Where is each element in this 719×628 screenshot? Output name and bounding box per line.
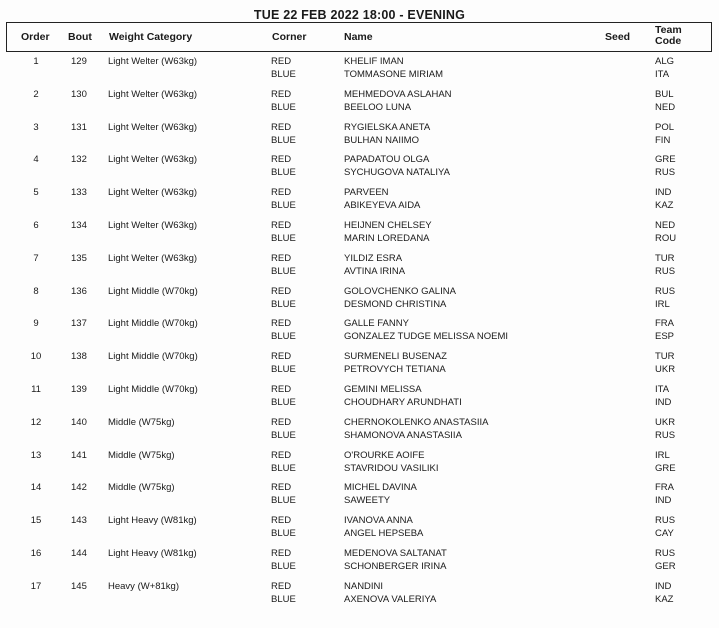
header-seed: Seed xyxy=(605,31,631,43)
corner-red: RED xyxy=(271,252,292,264)
table-row xyxy=(0,347,719,377)
bout-number: 129 xyxy=(71,56,87,67)
bout-number: 144 xyxy=(71,548,87,559)
weight-category: Light Welter (W63kg) xyxy=(108,121,198,133)
weight-category: Light Middle (W70kg) xyxy=(108,285,198,297)
corner-red: RED xyxy=(271,187,292,199)
bout-order: 10 xyxy=(30,351,42,363)
team-code-blue: CAY xyxy=(655,528,674,540)
team-code-blue: RUS xyxy=(655,265,676,277)
bout-number: 130 xyxy=(71,88,87,100)
team-code-blue: ESP xyxy=(655,331,675,343)
boxer-name-blue: STAVRIDOU VASILIKI xyxy=(344,462,439,474)
bout-number: 138 xyxy=(71,351,87,363)
team-code-red: POL xyxy=(655,121,675,133)
corner-red: RED xyxy=(271,548,292,559)
team-code-red: RUS xyxy=(655,548,676,559)
bout-number: 133 xyxy=(71,187,87,199)
table-row xyxy=(0,52,719,82)
bout-number: 131 xyxy=(71,121,87,133)
team-code-blue: ROU xyxy=(655,233,677,244)
header-corner: Corner xyxy=(272,31,307,43)
weight-category: Light Welter (W63kg) xyxy=(108,220,198,231)
bout-order: 2 xyxy=(33,88,39,100)
bout-order: 17 xyxy=(30,580,42,592)
bout-number: 140 xyxy=(71,416,87,428)
bout-order: 7 xyxy=(33,252,39,264)
team-code-blue: ITA xyxy=(655,69,670,80)
corner-blue: BLUE xyxy=(271,265,296,277)
boxer-name-blue: BULHAN NAIIMO xyxy=(344,134,419,146)
boxer-name-red: GALLE FANNY xyxy=(344,318,409,330)
team-code-blue: RUS xyxy=(655,429,676,441)
team-code-blue: KAZ xyxy=(655,200,674,212)
boxer-name-red: SURMENELI BUSENAZ xyxy=(344,351,447,363)
team-code-blue: IRL xyxy=(655,298,670,310)
table-row xyxy=(0,282,719,312)
bout-number: 134 xyxy=(71,220,87,231)
header-name: Name xyxy=(344,31,373,43)
bout-number: 142 xyxy=(71,482,87,494)
table-row xyxy=(0,118,719,148)
corner-blue: BLUE xyxy=(271,69,296,80)
team-code-red: ALG xyxy=(655,56,675,67)
boxer-name-red: MEHMEDOVA ASLAHAN xyxy=(344,88,452,100)
team-code-red: IRL xyxy=(655,449,670,461)
table-row xyxy=(0,380,719,410)
team-code-red: RUS xyxy=(655,515,676,527)
table-row xyxy=(0,183,719,213)
boxer-name-blue: PETROVYCH TETIANA xyxy=(344,364,446,376)
table-row xyxy=(0,216,719,246)
corner-red: RED xyxy=(271,580,292,592)
header-team-code xyxy=(655,25,695,47)
weight-category: Heavy (W+81kg) xyxy=(108,580,180,592)
boxer-name-red: HEIJNEN CHELSEY xyxy=(344,220,432,231)
bout-number: 141 xyxy=(71,449,87,461)
bout-order: 12 xyxy=(30,416,42,428)
table-row xyxy=(0,413,719,443)
team-code-red: UKR xyxy=(655,416,676,428)
team-code-blue: GER xyxy=(655,561,676,572)
bout-number: 135 xyxy=(71,252,87,264)
bout-order: 9 xyxy=(33,318,39,330)
bout-order: 16 xyxy=(30,548,42,559)
boxer-name-blue: DESMOND CHRISTINA xyxy=(344,298,447,310)
corner-blue: BLUE xyxy=(271,134,296,146)
boxer-name-blue: AXENOVA VALERIYA xyxy=(344,593,437,605)
corner-blue: BLUE xyxy=(271,101,296,113)
header-team-line2: Code xyxy=(655,35,682,47)
boxer-name-blue: SHAMONOVA ANASTASIIA xyxy=(344,429,462,441)
corner-red: RED xyxy=(271,88,292,100)
boxer-name-red: PAPADATOU OLGA xyxy=(344,154,430,166)
bout-number: 145 xyxy=(71,580,87,592)
corner-blue: BLUE xyxy=(271,364,296,376)
corner-red: RED xyxy=(271,318,292,330)
team-code-red: IND xyxy=(655,187,672,199)
bout-order: 15 xyxy=(30,515,42,527)
table-row xyxy=(0,478,719,508)
boxer-name-blue: TOMMASONE MIRIAM xyxy=(344,69,444,80)
header-weight-category: Weight Category xyxy=(109,31,193,43)
table-row xyxy=(0,85,719,115)
corner-red: RED xyxy=(271,351,292,363)
boxer-name-red: MEDENOVA SALTANAT xyxy=(344,548,447,559)
weight-category: Light Heavy (W81kg) xyxy=(108,548,197,559)
corner-blue: BLUE xyxy=(271,331,296,343)
team-code-red: IND xyxy=(655,580,672,592)
bout-number: 132 xyxy=(71,154,87,166)
team-code-red: TUR xyxy=(655,252,675,264)
boxer-name-blue: AVTINA IRINA xyxy=(344,265,406,277)
header-order: Order xyxy=(21,31,50,43)
corner-blue: BLUE xyxy=(271,528,296,540)
team-code-blue: FIN xyxy=(655,134,671,146)
boxer-name-red: CHERNOKOLENKO ANASTASIIA xyxy=(344,416,489,428)
bout-number: 137 xyxy=(71,318,87,330)
team-code-blue: IND xyxy=(655,495,672,507)
corner-red: RED xyxy=(271,482,292,494)
bout-number: 143 xyxy=(71,515,87,527)
boxer-name-red: GOLOVCHENKO GALINA xyxy=(344,285,456,297)
boxer-name-blue: BEELOO LUNA xyxy=(344,101,412,113)
corner-red: RED xyxy=(271,220,292,231)
boxer-name-red: NANDINI xyxy=(344,580,384,592)
weight-category: Light Welter (W63kg) xyxy=(108,187,198,199)
team-code-red: TUR xyxy=(655,351,675,363)
team-code-blue: IND xyxy=(655,397,672,408)
boxer-name-red: PARVEEN xyxy=(344,187,389,199)
team-code-red: BUL xyxy=(655,88,674,100)
corner-red: RED xyxy=(271,515,292,527)
team-code-blue: KAZ xyxy=(655,593,674,605)
boxer-name-blue: ANGEL HEPSEBA xyxy=(344,528,424,540)
corner-blue: BLUE xyxy=(271,429,296,441)
weight-category: Light Middle (W70kg) xyxy=(108,351,198,363)
weight-category: Middle (W75kg) xyxy=(108,449,175,461)
boxer-name-red: YILDIZ ESRA xyxy=(344,252,403,264)
header-team-line1: Team xyxy=(655,24,682,36)
corner-red: RED xyxy=(271,56,292,67)
bout-order: 3 xyxy=(33,121,39,133)
boxer-name-blue: ABIKEYEVA AIDA xyxy=(344,200,421,212)
boxer-name-red: O'ROURKE AOIFE xyxy=(344,449,425,461)
boxer-name-blue: CHOUDHARY ARUNDHATI xyxy=(344,397,462,408)
team-code-red: NED xyxy=(655,220,676,231)
bout-order: 8 xyxy=(33,285,39,297)
table-row xyxy=(0,577,719,607)
boxer-name-blue: SAWEETY xyxy=(344,495,391,507)
corner-blue: BLUE xyxy=(271,593,296,605)
header-bout: Bout xyxy=(68,31,92,43)
team-code-red: FRA xyxy=(655,318,674,330)
team-code-red: GRE xyxy=(655,154,676,166)
weight-category: Light Heavy (W81kg) xyxy=(108,515,197,527)
weight-category: Middle (W75kg) xyxy=(108,482,175,494)
bout-order: 1 xyxy=(33,56,39,67)
weight-category: Light Welter (W63kg) xyxy=(108,56,198,67)
corner-red: RED xyxy=(271,121,292,133)
bout-number: 136 xyxy=(71,285,87,297)
bout-order: 14 xyxy=(30,482,42,494)
weight-category: Middle (W75kg) xyxy=(108,416,175,428)
team-code-blue: RUS xyxy=(655,167,676,179)
corner-red: RED xyxy=(271,154,292,166)
boxer-name-blue: GONZALEZ TUDGE MELISSA NOEMI xyxy=(344,331,508,343)
weight-category: Light Middle (W70kg) xyxy=(108,318,198,330)
team-code-blue: NED xyxy=(655,101,676,113)
boxer-name-red: IVANOVA ANNA xyxy=(344,515,413,527)
page-title: TUE 22 FEB 2022 18:00 - EVENING xyxy=(253,8,466,22)
corner-red: RED xyxy=(271,285,292,297)
table-row xyxy=(0,511,719,541)
table-row xyxy=(0,314,719,344)
team-code-blue: UKR xyxy=(655,364,676,376)
corner-blue: BLUE xyxy=(271,167,296,179)
boxer-name-blue: SYCHUGOVA NATALIYA xyxy=(344,167,450,179)
table-header xyxy=(6,22,712,52)
team-code-red: ITA xyxy=(655,384,670,395)
table-row xyxy=(0,544,719,574)
bout-order: 5 xyxy=(33,187,39,199)
team-code-red: FRA xyxy=(655,482,674,494)
corner-blue: BLUE xyxy=(271,495,296,507)
corner-blue: BLUE xyxy=(271,397,296,408)
corner-blue: BLUE xyxy=(271,200,296,212)
corner-blue: BLUE xyxy=(271,462,296,474)
table-row xyxy=(0,249,719,279)
corner-red: RED xyxy=(271,416,292,428)
bout-number: 139 xyxy=(71,384,87,395)
corner-red: RED xyxy=(271,384,292,395)
bout-order: 4 xyxy=(33,154,39,166)
boxer-name-red: RYGIELSKA ANETA xyxy=(344,121,431,133)
corner-blue: BLUE xyxy=(271,298,296,310)
bout-order: 6 xyxy=(33,220,39,231)
team-code-red: RUS xyxy=(655,285,676,297)
bout-order: 11 xyxy=(31,384,41,395)
boxer-name-red: GEMINI MELISSA xyxy=(344,384,422,395)
corner-red: RED xyxy=(271,449,292,461)
corner-blue: BLUE xyxy=(271,233,296,244)
team-code-blue: GRE xyxy=(655,462,676,474)
boxer-name-red: MICHEL DAVINA xyxy=(344,482,417,494)
weight-category: Light Welter (W63kg) xyxy=(108,252,198,264)
table-row xyxy=(0,150,719,180)
corner-blue: BLUE xyxy=(271,561,296,572)
boxer-name-red: KHELIF IMAN xyxy=(344,56,404,67)
weight-category: Light Welter (W63kg) xyxy=(108,88,198,100)
boxer-name-blue: SCHONBERGER IRINA xyxy=(344,561,447,572)
weight-category: Light Welter (W63kg) xyxy=(108,154,198,166)
bout-order: 13 xyxy=(30,449,42,461)
weight-category: Light Middle (W70kg) xyxy=(108,384,198,395)
boxer-name-blue: MARIN LOREDANA xyxy=(344,233,430,244)
table-row xyxy=(0,446,719,476)
